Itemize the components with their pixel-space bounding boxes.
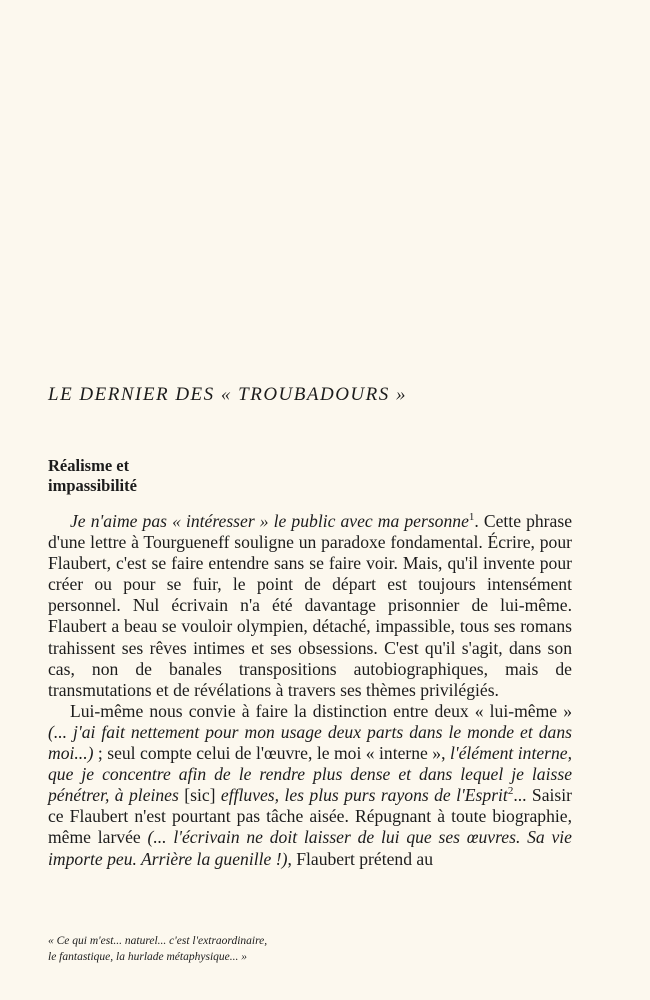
paragraph-2-quote-2: l'élément interne, que je concentre afin de le rendre plus dense et dans lequel je laisse pénétrer, à pleines (48, 743, 572, 806)
epigraph-line-2: le fantastique, la hurlade métaphysique... » (48, 951, 247, 963)
paragraph-2-quote-3: effluves, les plus purs rayons de l'Esprit (215, 785, 508, 806)
opening-quote: Je n'aime pas « intéresser » le public avec ma personne (70, 511, 469, 531)
section-heading (48, 456, 248, 496)
paragraph-2-text-2: ; seul compte celui de l'œuvre, le moi « interne », (93, 743, 450, 764)
footnote-ref-2: 2 (507, 785, 514, 798)
paragraph-2-text-4: ... Saisir ce Flaubert n'est pourtant pas tâche aisée. Répugnant à toute biographie, même larvée (48, 785, 572, 848)
epigraph-line-1: « Ce qui m'est... naturel... c'est l'extraordinaire, (48, 935, 268, 947)
paragraph-2-quote-4: (... l'écrivain ne doit laisser de lui que ses œuvres. Sa vie importe peu. Arrière la guenille !) (48, 827, 572, 869)
body-text (48, 511, 572, 870)
footnote-ref-1: 1 (468, 511, 475, 524)
paragraph-1 (48, 511, 572, 701)
paragraph-2-text-5: , Flaubert prétend au (287, 848, 434, 869)
section-heading-line-1: Réalisme et (48, 456, 130, 475)
paragraph-1-text: . Cette phrase d'une lettre à Tourgueneff souligne un paradoxe fondamental. Écrire, pour Flaubert, c'est se faire entendre sans se faire voir. Mais, qu'il invente pour créer ou pour se fuir, le point de départ est toujours intensément personnel. Nul écrivain n'a été davantage prisonnier de lui-même. Flaubert a beau se vouloir olympien, détaché, impassible, tous ses romans trahissent ses rêves intimes et ses obsessions. C'est qu'il s'agit, dans son cas, non de banales transpositions autobiographiques, mais de transmutations et de révélations à travers ses thèmes privilégiés. (48, 511, 573, 700)
paragraph-2-text-1: Lui-même nous convie à faire la distinction entre deux « lui-même » (70, 700, 572, 721)
epigraph (48, 933, 508, 965)
paragraph-2 (48, 701, 572, 870)
paragraph-2-quote-1: (... j'ai fait nettement pour mon usage deux parts dans le monde et dans moi...) (48, 721, 572, 764)
chapter-title: LE DERNIER DES « TROUBADOURS » (48, 384, 407, 405)
section-heading-line-2: impassibilité (48, 476, 137, 495)
sic-marker: [sic] (184, 785, 216, 806)
